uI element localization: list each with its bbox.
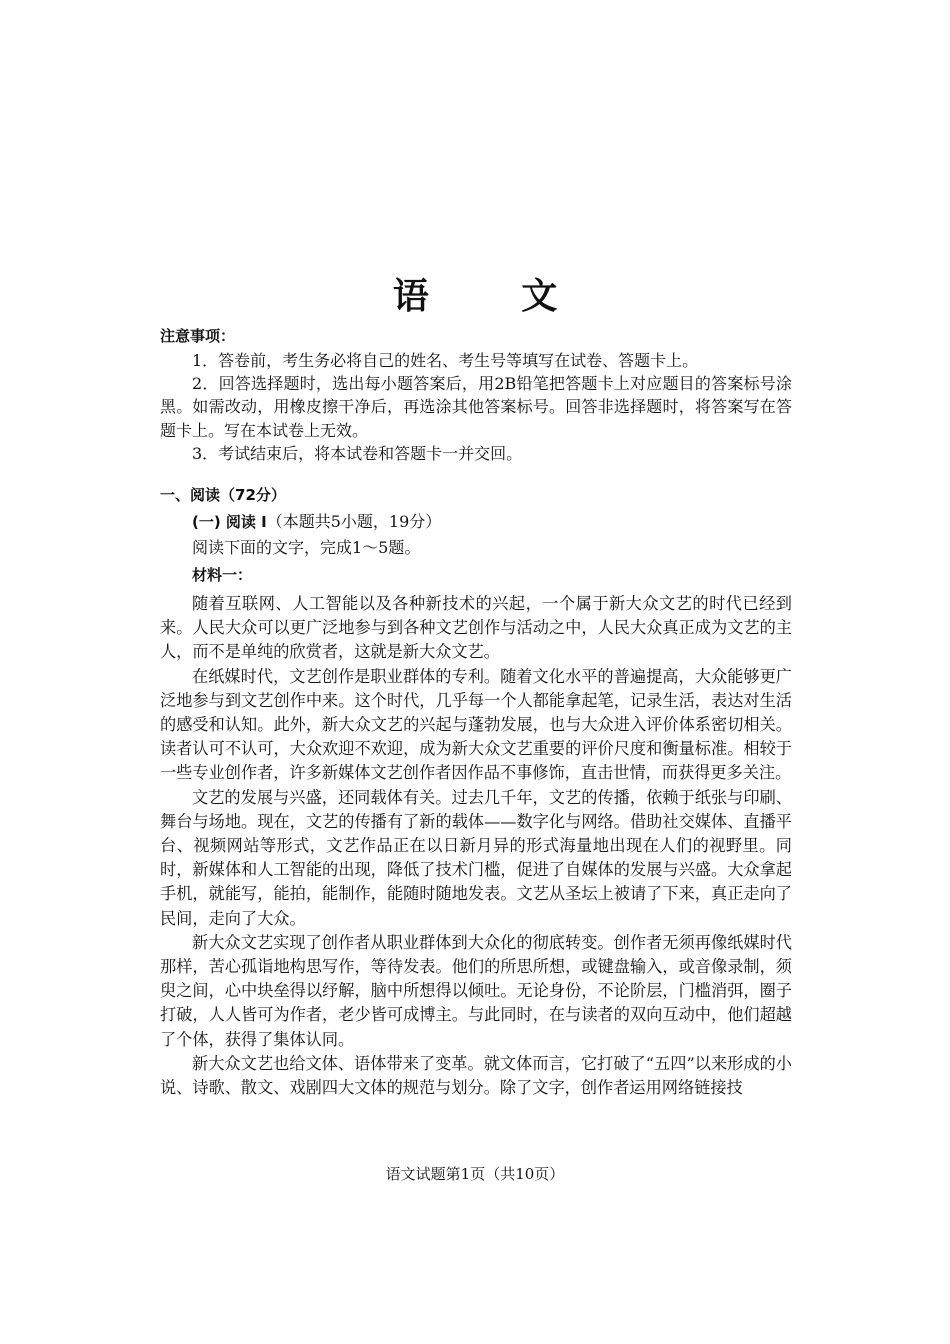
notes-list <box>160 349 792 465</box>
note-item: 2．回答选择题时，选出每小题答案后，用2B铅笔把答题卡上对应题目的答案标号涂黑。如需改动，用橡皮擦干净后，再选涂其他答案标号。回答非选择题时，将答案写在答题卡上。写在本试卷上无效。 <box>160 374 792 440</box>
page-footer: 语文试题第1页（共10页） <box>385 1165 565 1183</box>
sub-heading-title: (一) 阅读 I <box>192 513 267 531</box>
sub-heading <box>192 511 441 533</box>
note-item: 3．考试结束后，将本试卷和答题卡一并交回。 <box>192 443 523 463</box>
page-title: 语 文 <box>392 275 598 317</box>
reading-instruction: 阅读下面的文字，完成1～5题。 <box>192 538 421 557</box>
body-paragraph: 随着互联网、人工智能以及各种新技术的兴起，一个属于新大众文艺的时代已经到来。人民大众可以更广泛地参与到各种文艺创作与活动之中，人民大众真正成为文艺的主人，而不是单纯的欣赏者，这就是新大众文艺。 <box>160 594 792 662</box>
body-paragraph: 在纸媒时代，文艺创作是职业群体的专利。随着文化水平的普遍提高，大众能够更广泛地参与到文艺创作中来。这个时代，几乎每一个人都能拿起笔，记录生活，表达对生活的感受和认知。此外，新大众文艺的兴起与蓬勃发展，也与大众进入评价体系密切相关。读者认可不认可，大众欢迎不欢迎，成为新大众文艺重要的评价尺度和衡量标准。相较于一些专业创作者，许多新媒体文艺创作者因作品不事修饰，直击世情，而获得更多关注。 <box>160 666 792 783</box>
notes-heading: 注意事项： <box>160 327 236 345</box>
body-paragraph: 新大众文艺实现了创作者从职业群体到大众化的彻底转变。创作者无须再像纸媒时代那样，苦心孤诣地构思写作，等待发表。他们的所思所想，或键盘输入，或音像录制，须臾之间，心中块垒得以纾解，脑中所想得以倾吐。无论身份，不论阶层，门槛消弭，圈子打破，人人皆可为作者，老少皆可成博主。与此同时，在与读者的双向互动中，他们超越了个体，获得了集体认同。 <box>160 932 792 1049</box>
body-paragraph: 文艺的发展与兴盛，还同载体有关。过去几千年，文艺的传播，依赖于纸张与印刷、舞台与场地。现在，文艺的传播有了新的载体——数字化与网络。借助社交媒体、直播平台、视频网站等形式，文艺作品正在以日新月异的形式海量地出现在人们的视野里。同时，新媒体和人工智能的出现，降低了技术门槛，促进了自媒体的发展与兴盛。大众拿起手机，就能写，能拍，能制作，能随时随地发表。文艺从圣坛上被请了下来，真正走向了民间，走向了大众。 <box>160 787 792 928</box>
note-item: 1．答卷前，考生务必将自己的姓名、考生号等填写在试卷、答题卡上。 <box>192 351 699 370</box>
section-heading: 一、阅读（72分） <box>160 486 286 504</box>
body-paragraph: 新大众文艺也给文体、语体带来了变革。就文体而言，它打破了“五四”以来形成的小说、诗歌、散文、戏剧四大文体的规范与划分。除了文字，创作者运用网络链接技 <box>160 1053 792 1098</box>
material-body <box>160 592 792 1100</box>
material-label: 材料一： <box>192 566 253 584</box>
sub-heading-detail: （本题共5小题，19分） <box>266 512 442 531</box>
